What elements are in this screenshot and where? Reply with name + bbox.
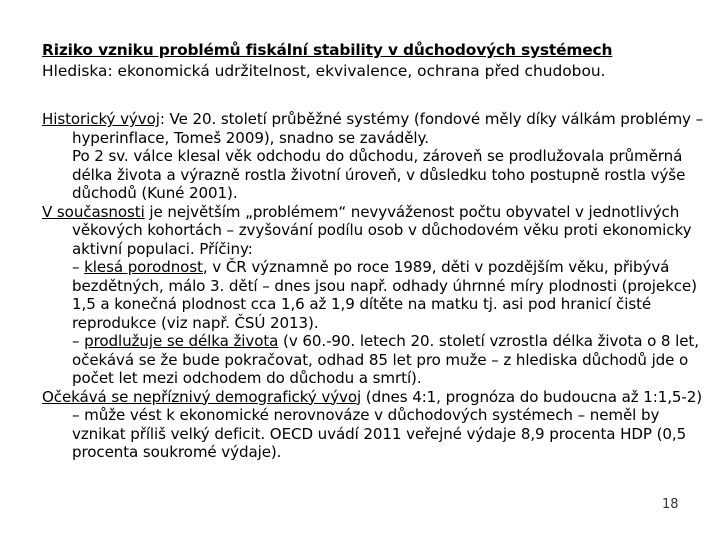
birthrate-text: , v ČR významně po roce 1989, děti v pozdějším věku, přibývá bezdětných, málo 3. dětí – dnes jsou např. odhady úhrnné míry plodnosti (projekce) 1,5 a konečná plodnost cca 1,6 až 1,9 dítěte na matku tj. asi pod hranicí čisté reprodukce (viz např. ČSÚ 2013). <box>72 258 697 332</box>
slide-subtitle: Hlediska: ekonomická udržitelnost, ekvivalence, ochrana před chudobou. <box>42 62 606 80</box>
slide-body <box>42 110 714 462</box>
slide-title: Riziko vzniku problémů fiskální stability v důchodových systémech <box>42 41 613 59</box>
paragraph-historical <box>42 110 714 147</box>
page-number: 18 <box>662 497 679 512</box>
paragraph-present <box>42 203 714 259</box>
paragraph-lifespan <box>42 332 714 388</box>
birthrate-prefix: – <box>72 258 85 276</box>
postwar-text: Po 2 sv. válce klesal věk odchodu do důchodu, zároveň se prodlužovala průměrná délka života a výrazně rostla životní úroveň, v důsledku toho postupně rostla výše důchodů (Kuné 2001). <box>72 147 686 202</box>
present-label: V současnosti <box>42 202 145 221</box>
historical-text: : Ve 20. století průběžné systémy (fondové měly díky válkám problémy – hyperinflace, Tomeš 2009), snadno se zaváděly. <box>72 110 704 147</box>
lifespan-text: (v 60.-90. letech 20. století vzrostla délka života o 8 let, očekává se že bude pokračovat, odhad 85 let pro muže – z hlediska důchodů jde o počet let mezi odchodem do důchodu a smrtí). <box>72 332 699 387</box>
lifespan-label: prodlužuje se délka života <box>84 332 279 350</box>
historical-label: Historický vývoj <box>42 110 160 128</box>
paragraph-outlook <box>42 388 714 462</box>
paragraph-birthrate <box>42 258 714 332</box>
present-text: je největším „problémem“ nevyváženost počtu obyvatel v jednotlivých věkových kohortách – zvyšování podílu osob v důchodovém věku proti ekonomicky aktivní populaci. Příčiny: <box>72 202 692 258</box>
outlook-label: Očekává se nepříznivý demografický vývoj <box>42 387 362 406</box>
outlook-text: (dnes 4:1, prognóza do budoucna až 1:1,5-2) – může vést k ekonomické nerovnováze v důchodových systémech – neměl by vznikat příliš velký deficit. OECD uvádí 2011 veřejné výdaje 8,9 procenta HDP (0,5 procenta soukromé výdaje). <box>72 387 703 461</box>
birthrate-label: klesá porodnost <box>84 258 203 276</box>
slide-header <box>42 40 702 82</box>
paragraph-postwar <box>42 147 714 203</box>
lifespan-prefix: – <box>72 332 85 350</box>
